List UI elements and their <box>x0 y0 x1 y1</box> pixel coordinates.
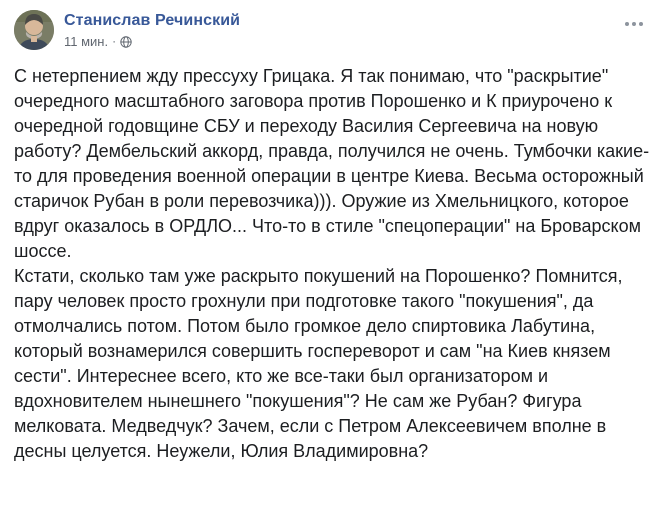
post-timestamp[interactable]: 11 мин. <box>64 34 109 49</box>
user-avatar-icon <box>14 10 54 50</box>
ellipsis-dot <box>639 22 643 26</box>
post-header-text <box>64 10 240 49</box>
post-meta <box>64 34 240 49</box>
post-paragraph: Кстати, сколько там уже раскрыто покушений на Порошенко? Помнится, пару человек просто грохнули при подготовке такого "покушения", да отмолчались потом. Потом было громкое дело спиртовика Лабутина, который вознамерился совершить госпереворот и сам "на Киев князем сести". Интереснее всего, кто же все-таки был организатором и вдохновителем нынешнего "покушения"? Не сам же Рубан? Фигура мелковата. Медведчук? Зачем, если с Петром Алексеевичем вполне в десны целуется. Неужели, Юлия Владимировна? <box>14 266 623 461</box>
ellipsis-dot <box>625 22 629 26</box>
ellipsis-icon[interactable] <box>620 14 648 34</box>
meta-separator: · <box>112 34 117 48</box>
post-body <box>14 58 650 464</box>
post-header <box>14 10 650 58</box>
avatar[interactable] <box>14 10 54 50</box>
ellipsis-dot <box>632 22 636 26</box>
author-name[interactable]: Станислав Речинский <box>64 12 241 29</box>
globe-icon[interactable] <box>120 36 132 48</box>
post-paragraph: С нетерпением жду прессуху Грицака. Я так понимаю, что "раскрытие" очередного масштабного заговора против Порошенко и К приурочено к очередной годовщине СБУ и переходу Василия Сергеевича на новую работу? Дембельский аккорд, правда, получился не очень. Тумбочки какие-то для проведения военной операции в центре Киева. Весьма осторожный старичок Рубан в роли перевозчика))). Оружие из Хмельницкого, которое вдруг оказалось в ОРДЛО... Что-то в стиле "спецоперации" на Броварском шоссе. <box>14 66 650 261</box>
